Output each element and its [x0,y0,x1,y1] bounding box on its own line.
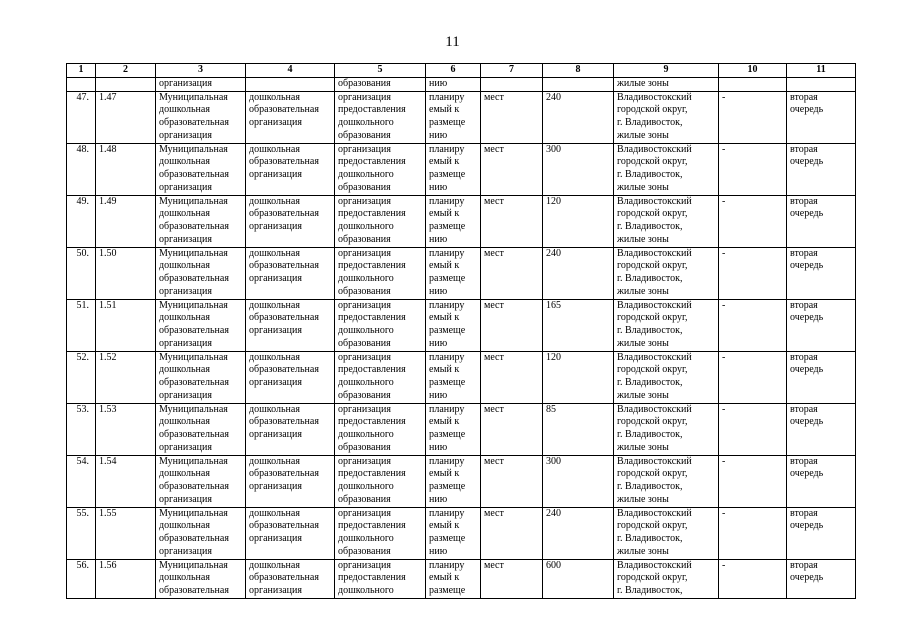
facility-name: Муниципальная дошкольная образовательная организация [156,143,246,195]
facility-status: планиру емый к размеще нию [426,455,481,507]
capacity-unit: мест [481,91,543,143]
facility-status: планиру емый к размеще нию [426,351,481,403]
capacity-unit: мест [481,247,543,299]
continuation-cell-2 [96,78,156,92]
column-header-6: 6 [426,64,481,78]
facility-status: планиру емый к размеще нию [426,91,481,143]
facility-name: Муниципальная дошкольная образовательная организация [156,455,246,507]
zone-value: - [719,455,787,507]
column-header-11: 11 [787,64,856,78]
facility-status: планиру емый к размеще нию [426,195,481,247]
row-code: 1.48 [96,143,156,195]
continuation-cell-3: организация [156,78,246,92]
column-header-7: 7 [481,64,543,78]
construction-stage: вторая очередь [787,403,856,455]
page-number: 11 [445,34,460,50]
facility-name: Муниципальная дошкольная образовательная организация [156,351,246,403]
facility-type: дошкольная образовательная организация [246,91,335,143]
continuation-cell-7 [481,78,543,92]
facility-purpose: организация предоставления дошкольного образования [335,455,426,507]
facility-type: дошкольная образовательная организация [246,559,335,598]
row-number: 48. [67,143,96,195]
zone-value: - [719,91,787,143]
row-code: 1.49 [96,195,156,247]
continuation-cell-9: жилые зоны [614,78,719,92]
table-row [67,195,856,247]
facility-purpose: организация предоставления дошкольного образования [335,143,426,195]
continuation-cell-10 [719,78,787,92]
zone-value: - [719,559,787,598]
continuation-cell-4 [246,78,335,92]
facility-type: дошкольная образовательная организация [246,195,335,247]
construction-stage: вторая очередь [787,559,856,598]
facility-status: планиру емый к размеще нию [426,507,481,559]
column-header-2: 2 [96,64,156,78]
facility-location: Владивостокский городской округ, г. Владивосток, жилые зоны [614,403,719,455]
capacity-value: 120 [543,195,614,247]
facility-name: Муниципальная дошкольная образовательная организация [156,507,246,559]
construction-stage: вторая очередь [787,455,856,507]
row-code: 1.56 [96,559,156,598]
capacity-value: 300 [543,455,614,507]
facility-location: Владивостокский городской округ, г. Владивосток, жилые зоны [614,247,719,299]
row-code: 1.47 [96,91,156,143]
facility-purpose: организация предоставления дошкольного образования [335,247,426,299]
row-number: 51. [67,299,96,351]
column-header-4: 4 [246,64,335,78]
facility-type: дошкольная образовательная организация [246,299,335,351]
construction-stage: вторая очередь [787,143,856,195]
zone-value: - [719,299,787,351]
facility-name: Муниципальная дошкольная образовательная организация [156,247,246,299]
construction-stage: вторая очередь [787,247,856,299]
capacity-value: 600 [543,559,614,598]
column-header-3: 3 [156,64,246,78]
row-number: 54. [67,455,96,507]
capacity-unit: мест [481,299,543,351]
facility-purpose: организация предоставления дошкольного образования [335,91,426,143]
table-row [67,299,856,351]
continuation-cell-1 [67,78,96,92]
column-header-9: 9 [614,64,719,78]
continuation-cell-5: образования [335,78,426,92]
column-header-8: 8 [543,64,614,78]
facility-location: Владивостокский городской округ, г. Владивосток, жилые зоны [614,143,719,195]
row-code: 1.55 [96,507,156,559]
facility-name: Муниципальная дошкольная образовательная организация [156,403,246,455]
facility-location: Владивостокский городской округ, г. Владивосток, жилые зоны [614,195,719,247]
facility-location: Владивостокский городской округ, г. Владивосток, жилые зоны [614,299,719,351]
facility-location: Владивостокский городской округ, г. Владивосток, жилые зоны [614,455,719,507]
facility-type: дошкольная образовательная организация [246,351,335,403]
capacity-unit: мест [481,403,543,455]
facility-purpose: организация предоставления дошкольного образования [335,195,426,247]
row-number: 56. [67,559,96,598]
row-number: 47. [67,91,96,143]
capacity-value: 165 [543,299,614,351]
continuation-cell-11 [787,78,856,92]
capacity-unit: мест [481,455,543,507]
facility-purpose: организация предоставления дошкольного образования [335,403,426,455]
facility-status: планиру емый к размеще нию [426,299,481,351]
zone-value: - [719,195,787,247]
table-row [67,455,856,507]
zone-value: - [719,247,787,299]
facility-status: планиру емый к размеще нию [426,403,481,455]
capacity-value: 240 [543,507,614,559]
capacity-unit: мест [481,195,543,247]
zone-value: - [719,351,787,403]
construction-stage: вторая очередь [787,299,856,351]
capacity-value: 85 [543,403,614,455]
column-header-10: 10 [719,64,787,78]
facility-type: дошкольная образовательная организация [246,247,335,299]
capacity-unit: мест [481,143,543,195]
row-code: 1.51 [96,299,156,351]
facility-location: Владивостокский городской округ, г. Владивосток, жилые зоны [614,351,719,403]
construction-stage: вторая очередь [787,195,856,247]
facility-type: дошкольная образовательная организация [246,455,335,507]
facility-purpose: организация предоставления дошкольного образования [335,507,426,559]
facility-name: Муниципальная дошкольная образовательная [156,559,246,598]
facility-type: дошкольная образовательная организация [246,143,335,195]
table-row [67,351,856,403]
facility-location: Владивостокский городской округ, г. Владивосток, [614,559,719,598]
zone-value: - [719,403,787,455]
table-row [67,247,856,299]
facility-name: Муниципальная дошкольная образовательная организация [156,299,246,351]
facility-name: Муниципальная дошкольная образовательная организация [156,91,246,143]
table-row [67,507,856,559]
row-code: 1.52 [96,351,156,403]
table-header-row [67,64,856,78]
column-header-5: 5 [335,64,426,78]
capacity-unit: мест [481,351,543,403]
facility-purpose: организация предоставления дошкольного образования [335,351,426,403]
facility-purpose: организация предоставления дошкольного [335,559,426,598]
capacity-value: 300 [543,143,614,195]
facility-status: планиру емый к размеще нию [426,143,481,195]
row-number: 50. [67,247,96,299]
construction-stage: вторая очередь [787,507,856,559]
table-row [67,403,856,455]
construction-stage: вторая очередь [787,91,856,143]
row-code: 1.54 [96,455,156,507]
continuation-cell-6: нию [426,78,481,92]
document-table [66,63,856,599]
row-number: 52. [67,351,96,403]
column-header-1: 1 [67,64,96,78]
facility-location: Владивостокский городской округ, г. Владивосток, жилые зоны [614,507,719,559]
facility-name: Муниципальная дошкольная образовательная организация [156,195,246,247]
row-code: 1.50 [96,247,156,299]
row-number: 49. [67,195,96,247]
facility-type: дошкольная образовательная организация [246,507,335,559]
capacity-value: 240 [543,91,614,143]
facility-status: планиру емый к размеще [426,559,481,598]
continuation-cell-8 [543,78,614,92]
facility-status: планиру емый к размеще нию [426,247,481,299]
facility-location: Владивостокский городской округ, г. Владивосток, жилые зоны [614,91,719,143]
capacity-value: 240 [543,247,614,299]
row-number: 55. [67,507,96,559]
facility-type: дошкольная образовательная организация [246,403,335,455]
row-number: 53. [67,403,96,455]
table-row [67,91,856,143]
row-code: 1.53 [96,403,156,455]
zone-value: - [719,143,787,195]
capacity-unit: мест [481,507,543,559]
capacity-value: 120 [543,351,614,403]
construction-stage: вторая очередь [787,351,856,403]
table-row [67,143,856,195]
zone-value: - [719,507,787,559]
continuation-row [67,78,856,92]
table-row [67,559,856,598]
facility-purpose: организация предоставления дошкольного образования [335,299,426,351]
capacity-unit: мест [481,559,543,598]
